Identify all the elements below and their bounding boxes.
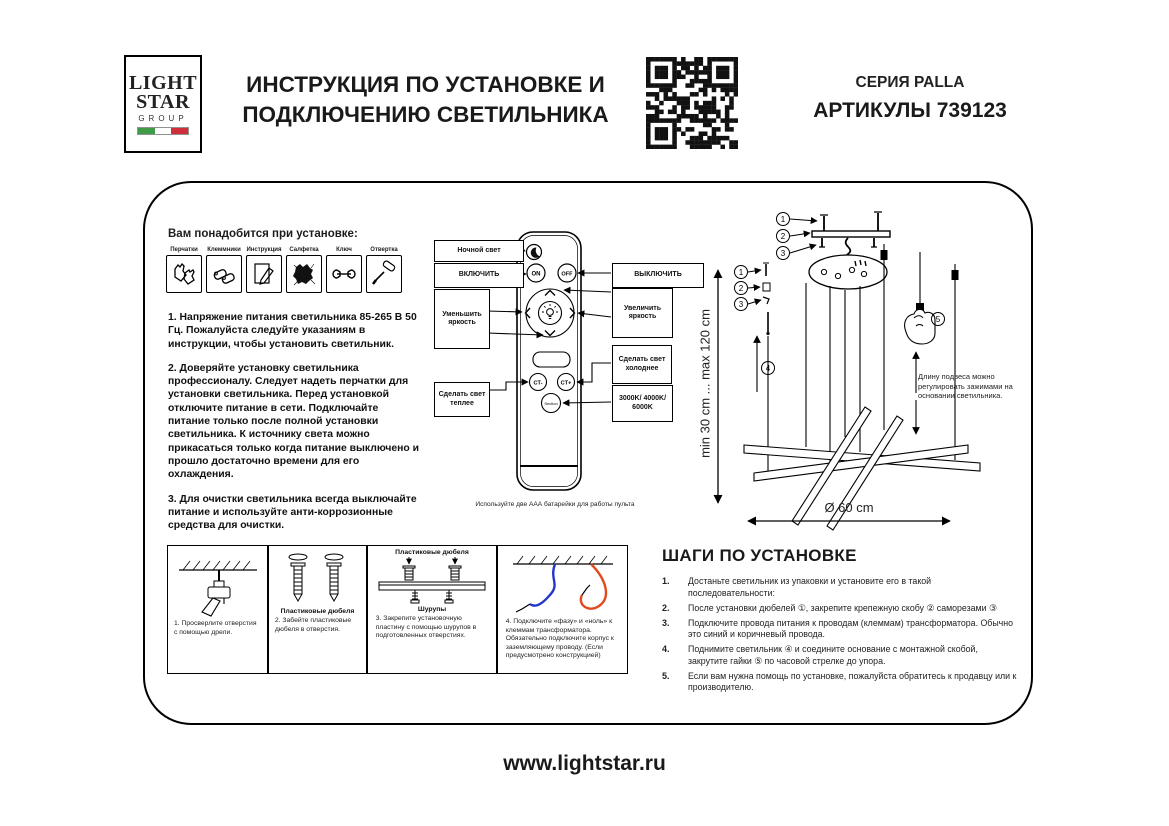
install-step [662,644,1022,667]
screwdriver-icon [369,259,399,289]
drill-icon [167,546,268,618]
tool-label: Отвертка [370,247,398,253]
callouts-bracket [777,213,818,260]
install-step [662,576,1022,599]
step-number: 3. [662,617,670,628]
warning-3: 3. Для очистки светильника всегда выключайте питание и используйте анти-коррозионные средства для очистки. [168,493,417,532]
svg-text:1: 1 [738,267,744,277]
install-heading: ШАГИ ПО УСТАНОВКЕ [662,546,857,565]
canopy-base [809,255,887,289]
tool-label: Салфетка [289,247,319,253]
label-power-off: ВЫКЛЮЧИТЬ [612,263,704,288]
tool-manual [246,247,282,293]
step-text: Подключите провода питания к проводам (клеммам) трансформатора. Обычно это синий и коричневый провода. [688,617,1013,639]
tool-screwdriver [366,247,402,293]
suspension-note: Длину подвеса можно регулировать зажимами на основании светильника. [918,372,1013,400]
svg-text:4: 4 [765,363,771,373]
cable-adjuster [952,270,959,280]
mount-panel-wiring [497,545,628,674]
label-power-on: ВКЛЮЧИТЬ [434,263,524,288]
label-night-light: Ночной свет [434,240,524,262]
label-dim: Уменьшить яркость [434,289,490,349]
svg-text:CT-: CT- [533,380,543,387]
height-dimension-label: min 30 cm ... max 120 cm [697,309,713,458]
label-kelvin: 3000K/ 4000K/ 6000K [612,385,673,422]
tool-wrench [326,247,362,293]
mount-panel-dowels [268,545,367,674]
step-text: После установки дюбелей ①, закрепите крепежную скобу ② саморезами ③ [688,602,997,613]
step-number: 2. [662,602,670,613]
panel-caption: 4. Подключите «фазу» и «ноль» к клеммам трансформатора. Обязательно подключите корпус к заземляющему проводу. (Если предусмотрено конструкцией) [505,618,614,660]
blue-wire [530,564,555,606]
tools-row [166,247,410,293]
napkin-icon [289,259,319,289]
page-title [228,70,623,130]
logo-text-star: STAR [136,90,190,113]
tool-clamps [206,247,242,293]
tool-label: Перчатки [170,247,198,253]
mounting-plate-icon [367,556,497,606]
step-number: 5. [662,670,670,681]
hand-adjusting-icon [905,303,945,344]
warning-1: 1. Напряжение питания светильника 85-265 В 50 Гц. Пожалуйста следуйте указаниям в инструкции, чтобы установить светильник. [168,312,417,350]
label-cooler: Сделать свет холоднее [612,345,672,384]
title-line-2: ПОДКЛЮЧЕНИЮ СВЕТИЛЬНИКА [242,102,609,127]
step-number: 1. [662,576,670,586]
on-button [527,264,545,282]
install-steps-section [662,546,1022,697]
wire-clamps-icon [209,259,239,289]
lamp-diagram [688,196,1020,536]
svg-text:3: 3 [780,248,786,258]
install-step [662,618,1022,641]
install-step [662,603,1022,615]
night-light-button [527,245,542,260]
articles-label: АРТИКУЛЫ 739123 [813,99,1007,122]
red-wire [581,564,606,609]
mount-panel-drill [167,545,268,674]
callouts-canopy [735,263,771,335]
install-step [662,671,1022,694]
panel-caption: 3. Закрепите установочную пластину с помощью шурупов в подготовленных отверстиях. [375,615,477,640]
tool-label: Ключ [336,247,352,253]
tools-heading: Вам понадобится при установке: [168,228,358,240]
title-line-1: ИНСТРУКЦИЯ ПО УСТАНОВКЕ И [246,72,605,97]
ct-plus-button [558,374,575,391]
svg-text:5: 5 [935,314,941,324]
lightstar-logo [124,55,202,153]
callout-4 [757,336,775,392]
qr-code [646,57,738,149]
tool-label: Инструкция [246,247,282,253]
tool-label: Клеммники [207,247,241,253]
panel-caption: 1. Просверлите отверстия с помощью дрели. [173,620,257,636]
svg-text:2: 2 [738,283,744,293]
series-block [770,74,1050,123]
ct-minus-button [530,374,547,391]
warning-2: 2. Доверяйте установку светильника профессионалу. Следует надеть перчатки для установки светильника. Перед установкой отключите питание в сети. Подключайте питание только после полной установки светильника. К источнику света можно прикасаться только когда питание выключено и прошло достаточно времени для его охлаждения. [168,362,420,481]
tool-napkin [286,247,322,293]
panel-label-bottom: Шурупы [417,606,447,613]
tool-gloves [166,247,202,293]
section-button [542,394,561,413]
dowels-icon [268,546,367,608]
svg-text:Section: Section [544,400,558,406]
svg-text:1: 1 [780,214,786,224]
svg-text:CT+: CT+ [560,380,572,387]
series-label: СЕРИЯ PALLA [855,74,965,91]
diameter-label: Ø 60 cm [824,500,874,515]
off-button [558,264,576,282]
manual-icon [249,259,279,289]
step-text: Поднимите светильник ④ и соедините основание с монтажной скобой, закрутите гайки ⑤ по часовой стрелке до упора. [688,644,978,666]
website-url[interactable]: www.lightstar.ru [503,752,666,775]
gloves-icon [169,259,199,289]
step-number: 4. [662,644,670,654]
panel-caption: 2. Забейте пластиковые дюбеля в отверстия. [274,617,352,633]
svg-text:OFF: OFF [561,271,573,278]
logo-text-group: GROUP [138,113,188,123]
wires-icon [497,546,628,616]
svg-text:2: 2 [780,231,786,241]
label-brighten: Увеличить яркость [612,288,673,338]
cable-adjuster [881,250,888,260]
italian-flag-icon [137,127,189,135]
panel-label-top: Пластиковые дюбеля [395,549,469,556]
svg-text:3: 3 [738,299,744,309]
mount-panel-plate [367,545,497,674]
svg-text:ON: ON [531,271,541,278]
logo-text-light: LIGHT [128,71,198,94]
brightness-pad [526,289,575,337]
label-warmer: Сделать свет теплее [434,382,490,417]
panel-label: Пластиковые дюбеля [280,608,355,615]
warnings-text [168,311,421,543]
remote-battery-caption: Используйте две ААА батарейки для работы пульта [475,501,635,508]
step-text: Если вам нужна помощь по установке, пожалуйста обратитесь к продавцу или к производителю. [688,670,1017,692]
wrench-icon [329,259,359,289]
blank-button [533,352,570,367]
step-text: Достаньте светильник из упаковки и установите его в такой последовательности: [688,576,932,598]
